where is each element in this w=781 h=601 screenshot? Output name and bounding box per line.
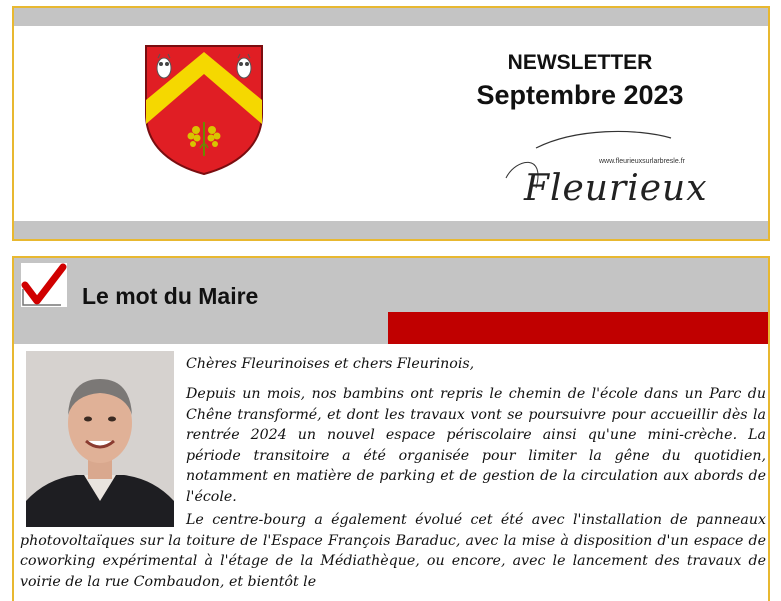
checkmark-icon [21, 263, 67, 307]
letter-greeting: Chères Fleurinoises et chers Fleurinois, [186, 356, 475, 372]
section-red-band [388, 312, 768, 344]
header-top-bar [14, 8, 768, 26]
letter-paragraph-1: Depuis un mois, nos bambins ont repris le chemin de l'école dans un Parc du Chêne transformé, et dont les travaux vont se poursuivre pour accueillir dès la rentrée 2024 un nouvel espace périscolaire ainsi qu'une mini-crèche. La période transitoire a été organisée pour limiter la gêne du quotidien, notamment en matière de parking et de gestion de la circulation aux abords de l'école. [186, 386, 766, 505]
newsletter-header [12, 6, 770, 241]
newsletter-date: Septembre 2023 [476, 80, 684, 110]
mayor-photo [26, 351, 174, 527]
mayor-message-section [12, 256, 770, 601]
logo-url: www.fleurieuxsurlarbresle.fr [599, 158, 685, 165]
section-title: Le mot du Maire [82, 283, 259, 309]
newsletter-label: NEWSLETTER [507, 51, 653, 74]
section-header [14, 258, 768, 344]
coat-of-arms-icon [144, 44, 264, 176]
letter-paragraph-2: Le centre-bourg a également évolué cet été avec l'installation de panneaux photovoltaïques sur la toiture de l'Espace François Baraduc, avec la mise à disposition d'un espace de coworking expérimental à l'étage de la Médiathèque, ou encore, avec le lancement des travaux de voirie de la rue Combaudon, et bientôt le [20, 512, 766, 590]
header-bottom-bar [14, 221, 768, 239]
logo-wordmark: Fleurieux [524, 168, 708, 209]
